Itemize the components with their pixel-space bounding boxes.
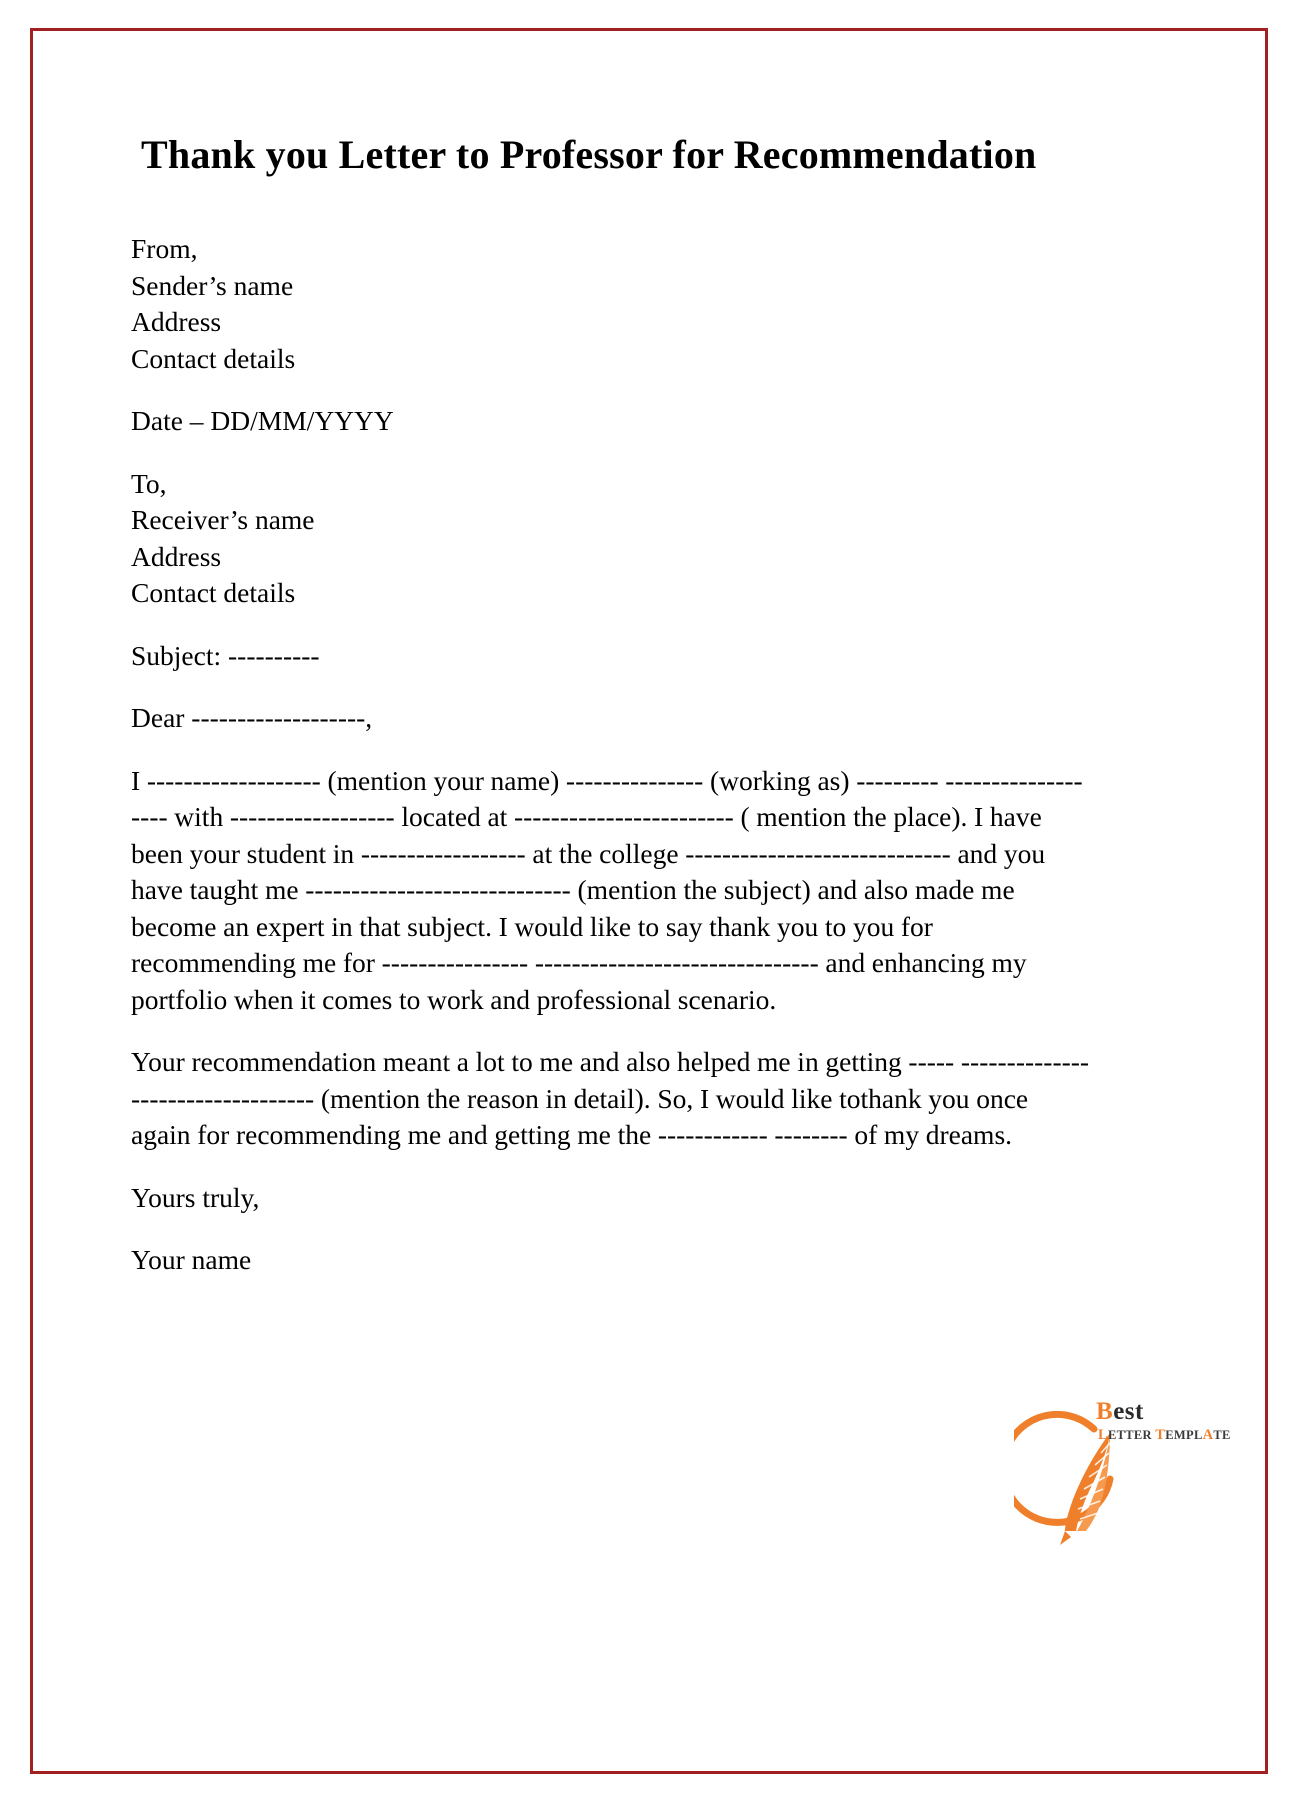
sender-contact-placeholder: Contact details <box>131 342 296 374</box>
receiver-name-placeholder: Receiver’s name <box>131 504 315 535</box>
salutation-line: Dear -------------------, <box>131 702 373 733</box>
receiver-block <box>131 466 1091 612</box>
closing-line: Yours truly, <box>131 1181 260 1213</box>
brand-name-initial: B <box>1096 1398 1114 1425</box>
subject-line: Subject: ---------- <box>131 639 320 671</box>
body-paragraph-1: I ------------------- (mention your name) --------------- (working as) --------- ------------------- with ------------------ located at ------------------------ ( mention the place). I have been your student in ------------------ at the college ----------------------------- and you have taught me ----------------------------- (mention the subject) and also made me become an expert in that subject. I would like to say thank you to you for recommending me for ---------------- ------------------------------- and enhancing my portfolio when it comes to work and professional scenario. <box>131 764 1083 1015</box>
sender-block <box>131 231 1091 377</box>
brand-tagline <box>1098 1428 1231 1443</box>
letter-page <box>30 28 1268 1774</box>
receiver-contact-placeholder: Contact details <box>131 577 296 608</box>
brand-tagline-a: A <box>1202 1427 1214 1443</box>
page-title: Thank you Letter to Professor for Recommendation <box>141 132 1037 177</box>
receiver-address-placeholder: Address <box>131 540 222 572</box>
brand-tagline-empl: EMPL <box>1165 1428 1203 1442</box>
sender-from-label: From, <box>131 233 198 264</box>
letter-sheet <box>99 31 1231 1771</box>
brand-tagline-l: L <box>1098 1427 1108 1443</box>
brand-name <box>1096 1399 1144 1424</box>
brand-tagline-te: TE <box>1213 1428 1231 1442</box>
date-block <box>131 403 1091 440</box>
brand-tagline-etter: ETTER <box>1107 1428 1156 1442</box>
sender-name-placeholder: Sender’s name <box>131 269 294 301</box>
body-paragraph-2: Your recommendation meant a lot to me and also helped me in getting ----- ---------------------------------- (mention the reason in detail). So, I would like tothank you once again for recommending me and getting me the ------------ -------- of my dreams. <box>131 1046 1090 1150</box>
letter-body <box>131 231 1091 1279</box>
brand-name-rest: est <box>1113 1398 1144 1425</box>
signature-block <box>131 1242 1091 1279</box>
date-line: Date – DD/MM/YYYY <box>131 405 394 436</box>
salutation-block <box>131 700 1091 737</box>
receiver-to-label: To, <box>131 467 167 499</box>
subject-block <box>131 638 1091 675</box>
sender-address-placeholder: Address <box>131 306 222 337</box>
brand-logo <box>1014 1383 1231 1553</box>
signature-line: Your name <box>131 1244 252 1275</box>
brand-tagline-t: T <box>1155 1427 1166 1443</box>
closing-block <box>131 1180 1091 1217</box>
